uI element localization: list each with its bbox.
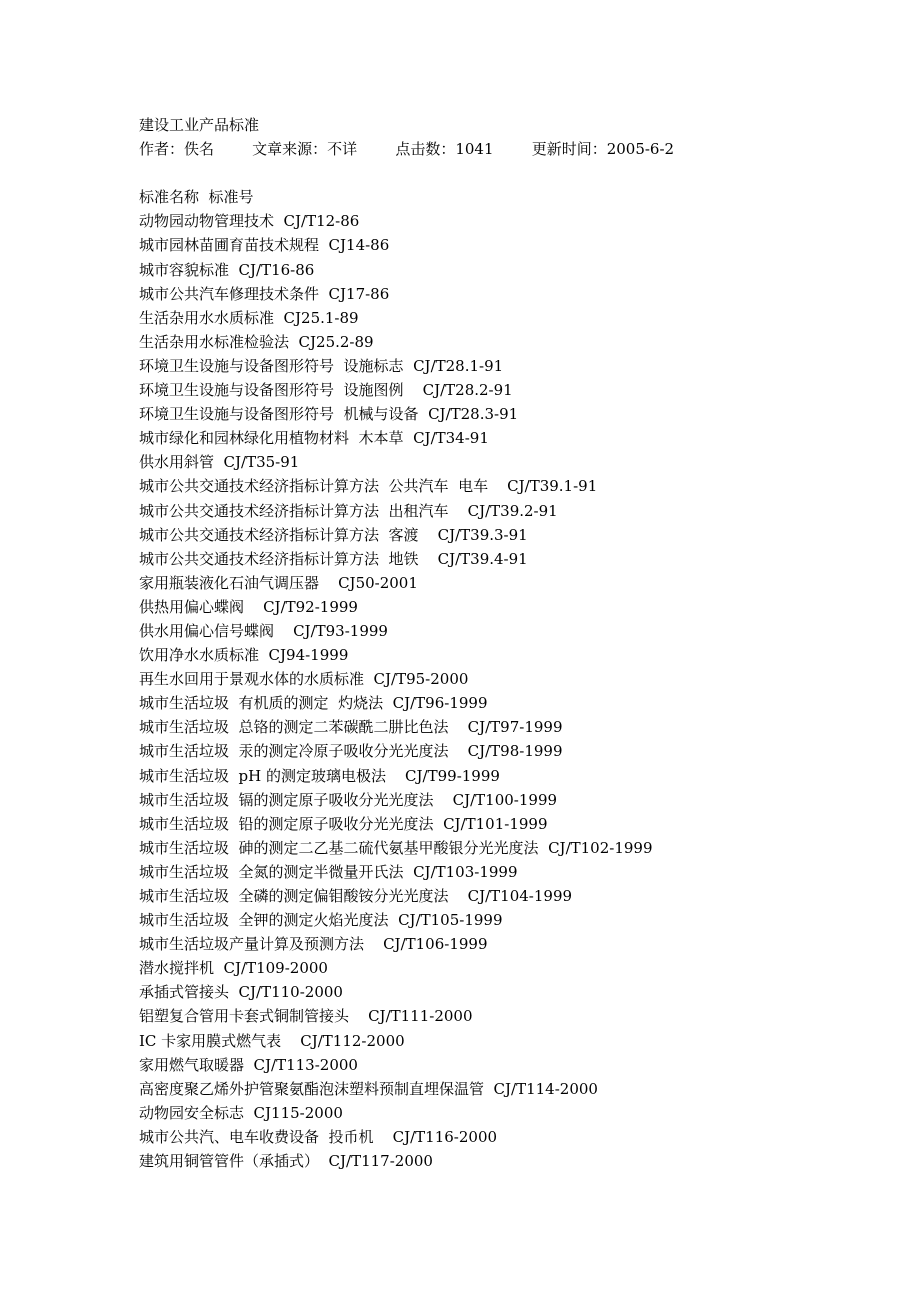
list-item: 城市容貌标准 CJ/T16-86 [139, 260, 315, 279]
list-item: 供水用斜管 CJ/T35-91 [139, 453, 300, 472]
list-item: IC 卡家用膜式燃气表 CJ/T112-2000 [139, 1031, 405, 1050]
blank-line [139, 161, 899, 185]
list-item: 城市生活垃圾 镉的测定原子吸收分光光度法 CJ/T100-1999 [139, 790, 558, 809]
list-item: 城市生活垃圾 铅的测定原子吸收分光光度法 CJ/T101-1999 [139, 814, 548, 833]
list-item: 城市公共交通技术经济指标计算方法 出租汽车 CJ/T39.2-91 [139, 501, 558, 520]
document-body [139, 113, 899, 1173]
list-item: 城市生活垃圾 全磷的测定偏钼酸铵分光光度法 CJ/T104-1999 [139, 887, 573, 905]
list-item: 供热用偏心蝶阀 CJ/T92-1999 [139, 597, 358, 616]
list-item: 城市生活垃圾 有机质的测定 灼烧法 CJ/T96-1999 [139, 694, 488, 713]
list-item: 环境卫生设施与设备图形符号 设施标志 CJ/T28.1-91 [139, 356, 504, 375]
author-text: 作者：佚名 [139, 140, 215, 159]
list-item: 城市生活垃圾 汞的测定冷原子吸收分光光度法 CJ/T98-1999 [139, 742, 563, 761]
standards-list [139, 209, 899, 1173]
source-text: 文章来源：不详 [252, 140, 358, 159]
list-item: 城市公共汽车修理技术条件 CJ17-86 [139, 284, 390, 303]
list-item: 城市生活垃圾 砷的测定二乙基二硫代氨基甲酸银分光光度法 CJ/T102-1999 [139, 838, 653, 857]
list-item: 城市生活垃圾 总铬的测定二苯碳酰二肼比色法 CJ/T97-1999 [139, 718, 563, 737]
article-meta [139, 137, 899, 161]
list-item: 生活杂用水水质标准 CJ25.1-89 [139, 308, 359, 327]
list-item: 建筑用铜管管件（承插式） CJ/T117-2000 [139, 1152, 433, 1171]
list-item: 供水用偏心信号蝶阀 CJ/T93-1999 [139, 621, 388, 640]
list-item: 饮用净水水质标准 CJ94-1999 [139, 646, 349, 665]
list-item: 城市生活垃圾 pH 的测定玻璃电极法 CJ/T99-1999 [139, 766, 500, 785]
list-item: 城市生活垃圾产量计算及预测方法 CJ/T106-1999 [139, 935, 488, 954]
document-title: 建设工业产品标准 [139, 116, 260, 134]
list-item: 城市公共交通技术经济指标计算方法 公共汽车 电车 CJ/T39.1-91 [139, 477, 598, 496]
list-item: 动物园安全标志 CJ115-2000 [139, 1103, 343, 1122]
list-item: 承插式管接头 CJ/T110-2000 [139, 983, 343, 1002]
list-item: 铝塑复合管用卡套式铜制管接头 CJ/T111-2000 [139, 1007, 473, 1026]
list-item: 家用瓶装液化石油气调压器 CJ50-2001 [139, 573, 418, 592]
list-item: 生活杂用水标准检验法 CJ25.2-89 [139, 332, 374, 351]
list-item: 城市园林苗圃育苗技术规程 CJ14-86 [139, 236, 390, 255]
list-item: 再生水回用于景观水体的水质标准 CJ/T95-2000 [139, 670, 469, 689]
hits-text: 点击数：1041 [395, 140, 494, 159]
list-header: 标准名称 标准号 [139, 188, 254, 207]
list-item: 城市公共交通技术经济指标计算方法 客渡 CJ/T39.3-91 [139, 525, 528, 544]
list-item: 潜水搅拌机 CJ/T109-2000 [139, 959, 328, 978]
updated-text: 更新时间：2005-6-2 [531, 140, 675, 159]
list-item: 家用燃气取暖器 CJ/T113-2000 [139, 1055, 358, 1074]
list-item: 城市生活垃圾 全钾的测定火焰光度法 CJ/T105-1999 [139, 911, 503, 930]
list-item: 城市生活垃圾 全氮的测定半微量开氏法 CJ/T103-1999 [139, 862, 518, 881]
list-item: 动物园动物管理技术 CJ/T12-86 [139, 212, 360, 231]
list-item: 城市公共汽、电车收费设备 投币机 CJ/T116-2000 [139, 1127, 498, 1146]
list-item: 高密度聚乙烯外护管聚氨酯泡沫塑料预制直埋保温管 CJ/T114-2000 [139, 1079, 598, 1098]
list-item: 环境卫生设施与设备图形符号 机械与设备 CJ/T28.3-91 [139, 405, 519, 424]
list-item: 城市绿化和园林绿化用植物材料 木本草 CJ/T34-91 [139, 429, 489, 448]
list-item: 城市公共交通技术经济指标计算方法 地铁 CJ/T39.4-91 [139, 549, 528, 568]
list-item: 环境卫生设施与设备图形符号 设施图例 CJ/T28.2-91 [139, 381, 513, 400]
